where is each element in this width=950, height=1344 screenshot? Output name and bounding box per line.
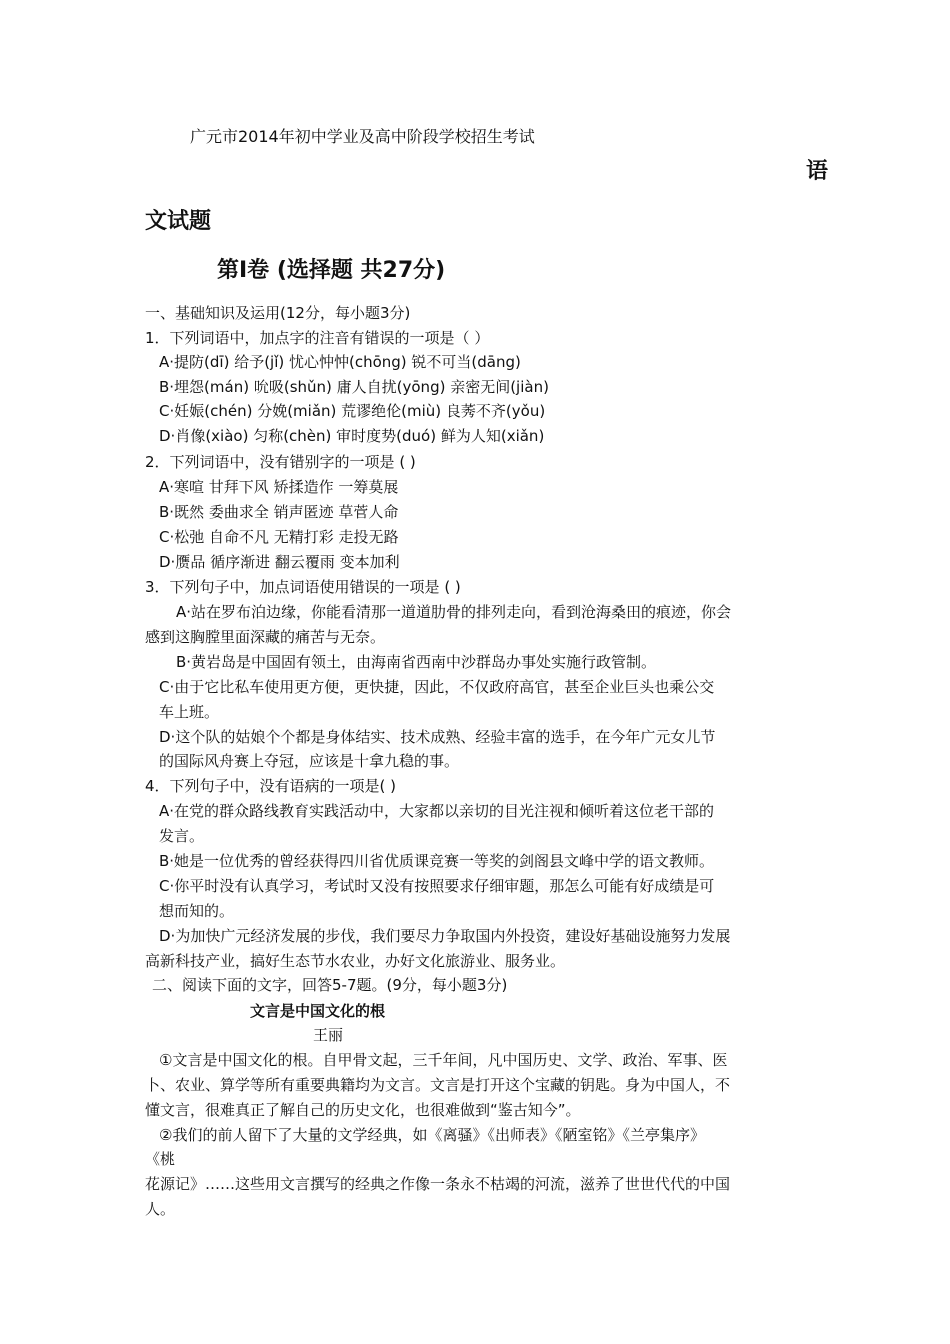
q3-option-a-line2: 感到这胸膛里面深藏的痛苦与无奈。 (145, 628, 386, 646)
q3-option-c-line1: C·由于它比私车使用更方便，更快捷，因此，不仅政府高官，甚至企业巨头也乘公交 (159, 678, 715, 696)
q4-stem: 4．下列句子中，没有语病的一项是( ) (145, 777, 397, 795)
q3-option-d-line1: D·这个队的姑娘个个都是身体结实、技术成熟、经验丰富的选手，在今年广元女儿节 (159, 728, 716, 746)
exam-header-line1: 广元市2014年初中学业及高中阶段学校招生考试 (190, 127, 535, 146)
q3-option-c-line2: 车上班。 (159, 703, 220, 721)
q2-option-b: B·既然 委曲求全 销声匿迹 草菅人命 (159, 503, 399, 521)
q1-stem: 1．下列词语中，加点字的注音有错误的一项是（ ） (145, 329, 490, 347)
article-p1-line2: 卜、农业、算学等所有重要典籍均为文言。文言是打开这个宝藏的钥匙。身为中国人，不 (145, 1076, 731, 1094)
q1-option-d: D·肖像(xiào) 匀称(chèn) 审时度势(duó) 鲜为人知(xiǎn) (159, 427, 545, 445)
q4-option-a-line2: 发言。 (159, 827, 205, 845)
q3-option-a-line1: A·站在罗布泊边缘，你能看清那一道道肋骨的排列走向，看到沧海桑田的痕迹，你会 (176, 603, 732, 621)
article-author: 王丽 (313, 1026, 344, 1044)
q2-option-d: D·赝品 循序渐进 翻云覆雨 变本加利 (159, 553, 400, 571)
q3-option-d-line2: 的国际风舟赛上夺冠，应该是十拿九稳的事。 (159, 752, 460, 770)
q2-option-c: C·松弛 自命不凡 无精打彩 走投无路 (159, 528, 399, 546)
q4-option-a-line1: A·在党的群众路线教育实践活动中，大家都以亲切的目光注视和倾听着这位老干部的 (159, 802, 715, 820)
article-title: 文言是中国文化的根 (250, 1002, 386, 1020)
q2-option-a: A·寒喧 甘拜下风 矫揉造作 一筹莫展 (159, 478, 399, 496)
q4-option-b: B·她是一位优秀的曾经获得四川省优质课竞赛一等奖的剑阁县文峰中学的语文教师。 (159, 852, 715, 870)
part1-heading: 一、基础知识及运用(12分，每小题3分) (145, 304, 411, 322)
section-title: 第Ⅰ卷 (选择题 共27分) (217, 258, 446, 283)
q3-option-b: B·黄岩岛是中国固有领土，由海南省西南中沙群岛办事处实施行政管制。 (176, 653, 657, 671)
article-p2-line2: 《桃 (145, 1150, 176, 1168)
q2-stem: 2．下列词语中，没有错别字的一项是 ( ) (145, 453, 416, 471)
q4-option-c-line2: 想而知的。 (159, 902, 235, 920)
exam-header-line3: 文试题 (145, 209, 212, 234)
q3-stem: 3．下列句子中，加点词语使用错误的一项是 ( ) (145, 578, 461, 596)
article-p2-line4: 人。 (145, 1200, 176, 1218)
q1-option-b: B·埋怨(mán) 吮吸(shǔn) 庸人自扰(yōng) 亲密无间(jiàn) (159, 378, 549, 396)
q4-option-c-line1: C·你平时没有认真学习，考试时又没有按照要求仔细审题，那怎么可能有好成绩是可 (159, 877, 715, 895)
q4-option-d-line2: 高新科技产业，搞好生态节水农业，办好文化旅游业、服务业。 (145, 952, 566, 970)
q4-option-d-line1: D·为加快广元经济发展的步伐，我们要尽力争取国内外投资，建设好基础设施努力发展 (159, 927, 731, 945)
q1-option-a: A·提防(dī) 给予(jǐ) 忧心忡忡(chōng) 锐不可当(dāng) (159, 353, 521, 371)
article-p2-line3: 花源记》……这些用文言撰写的经典之作像一条永不枯竭的河流，滋养了世世代代的中国 (145, 1175, 731, 1193)
q1-option-c: C·妊娠(chén) 分娩(miǎn) 荒谬绝伦(miù) 良莠不齐(yǒu) (159, 402, 546, 420)
article-p1-line3: 懂文言，很难真正了解自己的历史文化，也很难做到“鉴古知今”。 (145, 1101, 581, 1119)
article-p2-line1: ②我们的前人留下了大量的文学经典，如《离骚》《出师表》《陋室铭》《兰亭集序》 (159, 1126, 705, 1144)
article-p1-line1: ①文言是中国文化的根。自甲骨文起，三千年间，凡中国历史、文学、政治、军事、医 (159, 1051, 728, 1069)
exam-header-right-char: 语 (806, 159, 829, 184)
part2-heading: 二、阅读下面的文字，回答5-7题。(9分，每小题3分) (152, 976, 508, 994)
